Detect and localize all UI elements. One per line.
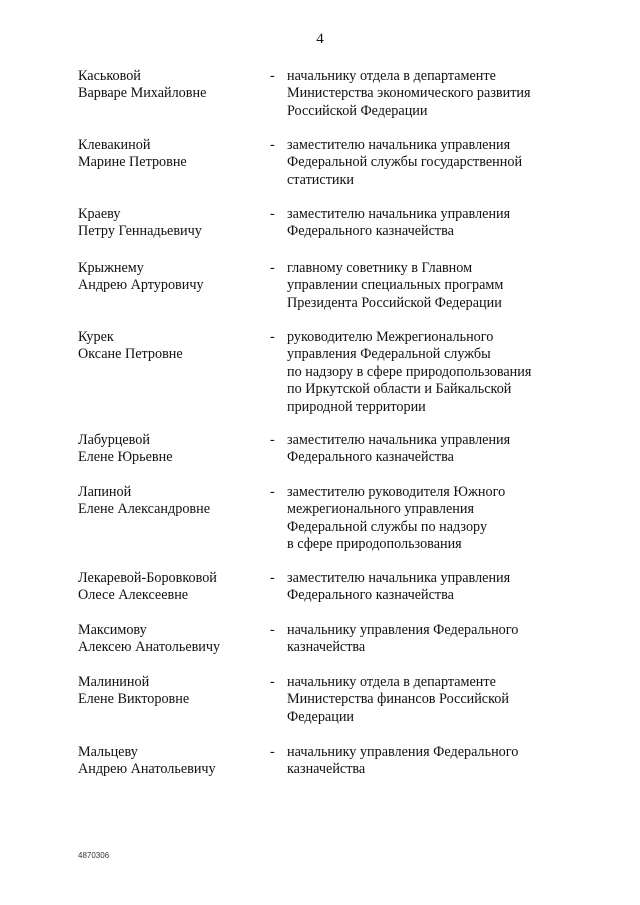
position-line: Российской Федерации: [287, 102, 428, 119]
position-line: межрегионального управления: [287, 501, 475, 518]
surname: Лекаревой-Боровковой: [78, 570, 217, 586]
position-line: статистики: [287, 171, 354, 188]
position-line: начальнику отдела в департаменте: [287, 674, 496, 690]
position-line: управлении специальных программ: [287, 277, 504, 294]
position-line: Министерства финансов Российской: [287, 691, 509, 708]
position-line: заместителю руководителя Южного: [287, 484, 506, 500]
position-text: [287, 432, 568, 467]
position-line: начальнику отдела в департаменте: [287, 68, 496, 84]
position-line: Федерации: [287, 708, 355, 725]
position-line: заместителю начальника управления: [287, 206, 511, 222]
dash-separator: -: [270, 674, 275, 690]
given-names: Алексею Анатольевичу: [78, 639, 221, 656]
position-line: казначейства: [287, 761, 366, 778]
position-text: [287, 260, 568, 312]
position-line: Федерального казначейства: [287, 223, 454, 240]
document-code: 4870306: [78, 851, 110, 860]
position-line: начальнику управления Федерального: [287, 744, 519, 760]
position-line: Федерального казначейства: [287, 587, 454, 604]
given-names: Андрею Анатольевичу: [78, 761, 216, 778]
surname: Клевакиной: [78, 137, 151, 153]
given-names: Елене Викторовне: [78, 691, 190, 708]
position-line: главному советнику в Главном: [287, 260, 473, 276]
dash-separator: -: [270, 260, 275, 276]
position-text: [287, 484, 568, 554]
person-name: [78, 206, 268, 241]
position-line: Федеральной службы по надзору: [287, 518, 488, 535]
surname: Максимову: [78, 622, 147, 638]
person-name: [78, 329, 268, 364]
position-line: Федерального казначейства: [287, 449, 454, 466]
position-line: в сфере природопользования: [287, 536, 462, 553]
position-text: [287, 570, 568, 605]
position-line: управления Федеральной службы: [287, 346, 491, 363]
position-text: [287, 137, 568, 189]
dash-separator: -: [270, 206, 275, 222]
dash-separator: -: [270, 137, 275, 153]
position-text: [287, 674, 568, 726]
position-text: [287, 329, 568, 416]
position-text: [287, 622, 568, 657]
position-line: начальнику управления Федерального: [287, 622, 519, 638]
position-line: заместителю начальника управления: [287, 137, 511, 153]
given-names: Елене Александровне: [78, 501, 210, 518]
position-line: руководителю Межрегионального: [287, 329, 494, 345]
position-text: [287, 744, 568, 779]
given-names: Петру Геннадьевичу: [78, 223, 202, 240]
person-name: [78, 432, 268, 467]
position-line: Федеральной службы государственной: [287, 154, 523, 171]
position-line: по Иркутской области и Байкальской: [287, 381, 512, 398]
person-name: [78, 260, 268, 295]
dash-separator: -: [270, 329, 275, 345]
given-names: Марине Петровне: [78, 154, 187, 171]
given-names: Олесе Алексеевне: [78, 587, 189, 604]
given-names: Елене Юрьевне: [78, 449, 173, 466]
surname: Мальцеву: [78, 744, 138, 760]
person-name: [78, 744, 268, 779]
person-name: [78, 137, 268, 172]
surname: Курек: [78, 329, 114, 345]
surname: Малининой: [78, 674, 150, 690]
surname: Краеву: [78, 206, 121, 222]
position-line: заместителю начальника управления: [287, 570, 511, 586]
given-names: Варваре Михайловне: [78, 85, 207, 102]
dash-separator: -: [270, 744, 275, 760]
dash-separator: -: [270, 622, 275, 638]
position-line: заместителю начальника управления: [287, 432, 511, 448]
position-line: Президента Российской Федерации: [287, 294, 502, 311]
position-line: природной территории: [287, 398, 426, 415]
dash-separator: -: [270, 570, 275, 586]
position-line: Министерства экономического развития: [287, 85, 531, 102]
surname: Крыжнему: [78, 260, 144, 276]
position-line: казначейства: [287, 639, 366, 656]
surname: Каськовой: [78, 68, 141, 84]
page-number: 4: [316, 31, 324, 47]
given-names: Андрею Артуровичу: [78, 277, 204, 294]
dash-separator: -: [270, 484, 275, 500]
position-text: [287, 68, 568, 120]
position-text: [287, 206, 568, 241]
surname: Лабурцевой: [78, 432, 150, 448]
dash-separator: -: [270, 432, 275, 448]
given-names: Оксане Петровне: [78, 346, 183, 363]
surname: Лапиной: [78, 484, 132, 500]
person-name: [78, 68, 268, 103]
person-name: [78, 570, 268, 605]
person-name: [78, 622, 268, 657]
position-line: по надзору в сфере природопользования: [287, 363, 532, 380]
dash-separator: -: [270, 68, 275, 84]
person-name: [78, 674, 268, 709]
person-name: [78, 484, 268, 519]
